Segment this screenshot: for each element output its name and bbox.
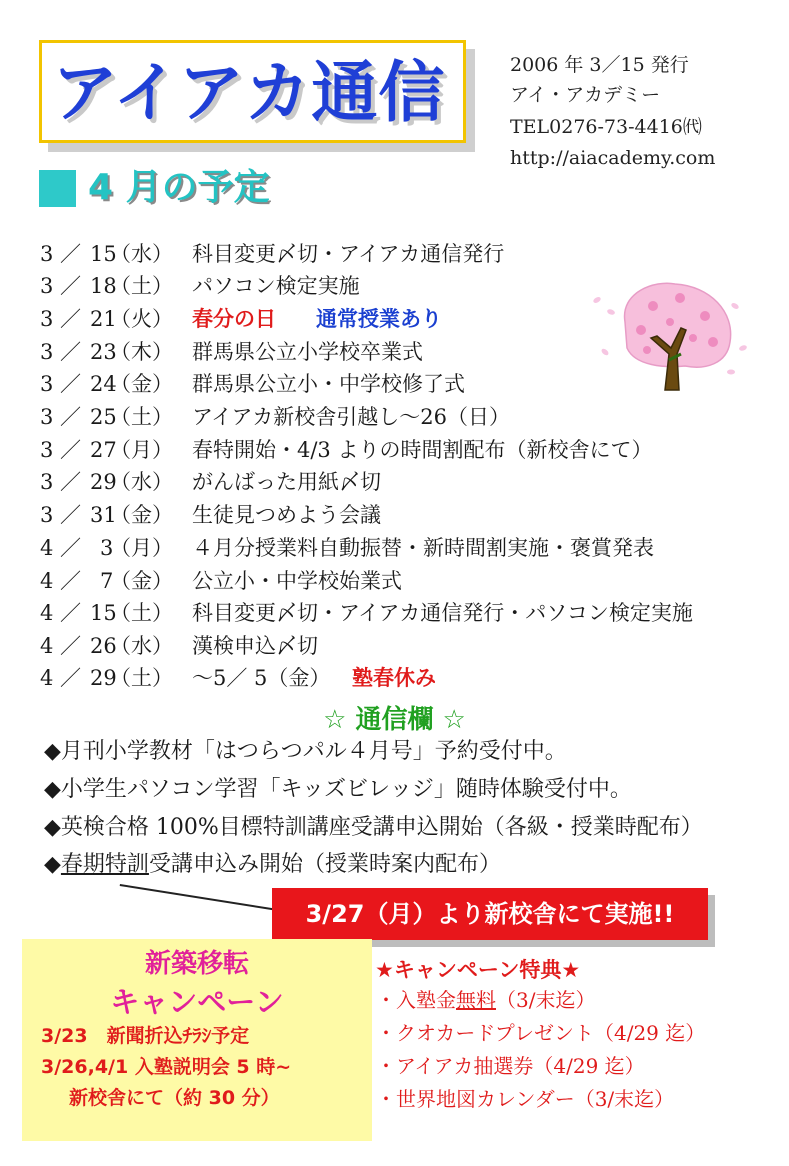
notice-section-title: ☆ 通信欄 ☆ [323, 705, 466, 735]
row-month: 4 [40, 601, 54, 625]
row-weekday: （月） [110, 536, 173, 560]
row-month: 3 [40, 470, 54, 494]
row-day: 21 [90, 307, 117, 331]
row-weekday: （木） [110, 340, 173, 364]
row-event-note: 通常授業あり [316, 307, 442, 331]
row-slash: ／ [60, 601, 81, 625]
telephone: TEL0276-73-4416㈹ [510, 116, 702, 138]
row-slash: ／ [60, 470, 81, 494]
notice-item [44, 847, 501, 883]
benefit-deadline: （3/末迄） [496, 988, 596, 1012]
row-event: ～5／ 5（金） [192, 666, 331, 690]
benefit-item: ・クオカードプレゼント（4/29 迄） [376, 1021, 706, 1045]
row-weekday: （土） [110, 666, 173, 690]
row-slash: ／ [60, 536, 81, 560]
row-day: 15 [90, 601, 117, 625]
row-weekday: （土） [110, 601, 173, 625]
notice-underlined-term: 春期特訓 [60, 852, 149, 877]
row-day: 24 [90, 372, 117, 396]
row-weekday: （月） [110, 438, 173, 462]
row-slash: ／ [60, 307, 81, 331]
row-weekday: （水） [110, 470, 173, 494]
row-weekday: （金） [110, 372, 173, 396]
row-event: ４月分授業料自動振替・新時間割実施・褒賞発表 [192, 536, 654, 560]
row-weekday: （水） [110, 242, 173, 266]
benefit-text: ・入塾金 [376, 988, 456, 1012]
row-event: 群馬県公立小学校卒業式 [192, 340, 423, 364]
row-event: 群馬県公立小・中学校修了式 [192, 372, 465, 396]
row-slash: ／ [60, 405, 81, 429]
row-slash: ／ [60, 438, 81, 462]
row-weekday: （土） [110, 274, 173, 298]
row-month: 3 [40, 438, 54, 462]
row-day: 18 [90, 274, 117, 298]
newsletter-title: アイアカ通信 [52, 54, 446, 131]
row-weekday: （水） [110, 634, 173, 658]
row-event: 公立小・中学校始業式 [192, 569, 402, 593]
benefit-item: ・アイアカ抽選券（4/29 迄） [376, 1054, 645, 1078]
notice-item: ◆月刊小学教材「はつらつパル４月号」予約受付中。 [44, 739, 567, 764]
campaign-location: 新校舎にて（約 30 分） [69, 1087, 280, 1109]
heading-square-icon [39, 170, 76, 207]
row-event: がんばった用紙〆切 [192, 470, 381, 494]
row-month: 3 [40, 405, 54, 429]
pointer-line [120, 884, 278, 911]
move-notice-banner: 3/27（月）より新校舎にて実施!! [272, 888, 708, 940]
row-slash: ／ [60, 242, 81, 266]
row-event: パソコン検定実施 [192, 274, 360, 298]
row-event: アイアカ新校舎引越し～26（日） [192, 405, 510, 429]
issue-date: 2006 年 3／15 発行 [510, 54, 689, 76]
row-day: 29 [90, 470, 117, 494]
row-weekday: （土） [110, 405, 173, 429]
row-event: 科目変更〆切・アイアカ通信発行 [192, 242, 505, 266]
row-slash: ／ [60, 340, 81, 364]
benefit-item: ・世界地図カレンダー（3/末迄） [376, 1087, 675, 1111]
row-month: 3 [40, 503, 54, 527]
benefits-title: ★キャンペーン特典★ [375, 958, 581, 982]
row-slash: ／ [60, 503, 81, 527]
row-day: 25 [90, 405, 117, 429]
row-weekday: （金） [110, 569, 173, 593]
notice-item: ◆英検合格 100%目標特訓講座受講申込開始（各級・授業時配布） [44, 815, 703, 840]
row-month: 4 [40, 569, 54, 593]
row-month: 3 [40, 242, 54, 266]
campaign-flyer-date: 3/23 新聞折込ﾁﾗｼ予定 [41, 1025, 250, 1047]
row-day: 3 [100, 536, 114, 560]
row-slash: ／ [60, 569, 81, 593]
row-day: 23 [90, 340, 117, 364]
cherry-blossom-tree-icon [585, 282, 753, 392]
row-month: 3 [40, 372, 54, 396]
notice-bullet: ◆ [44, 852, 61, 877]
row-event-holiday: 春分の日 [192, 307, 276, 331]
campaign-briefing: 3/26,4/1 入塾説明会 5 時~ [41, 1056, 292, 1078]
row-month: 4 [40, 634, 54, 658]
row-slash: ／ [60, 274, 81, 298]
benefit-item [376, 984, 595, 1017]
row-weekday: （火） [110, 307, 173, 331]
section-heading: 4 月の予定 [88, 167, 270, 208]
row-month: 4 [40, 536, 54, 560]
row-event: 科目変更〆切・アイアカ通信発行・パソコン検定実施 [192, 601, 693, 625]
row-slash: ／ [60, 372, 81, 396]
row-slash: ／ [60, 666, 81, 690]
benefit-underlined: 無料 [456, 988, 496, 1012]
row-day: 7 [100, 569, 114, 593]
row-month: 4 [40, 666, 54, 690]
row-month: 3 [40, 274, 54, 298]
row-slash: ／ [60, 634, 81, 658]
notice-text: 受講申込み開始（授業時案内配布） [148, 852, 501, 877]
notice-item: ◆小学生パソコン学習「キッズビレッジ」随時体験受付中。 [44, 777, 632, 802]
row-day: 29 [90, 666, 117, 690]
row-event: 春特開始・4/3 よりの時間割配布（新校舎にて） [192, 438, 653, 462]
row-day: 31 [90, 503, 117, 527]
row-day: 27 [90, 438, 117, 462]
campaign-heading: 新築移転 [144, 949, 249, 979]
row-event: 漢検申込〆切 [192, 634, 318, 658]
website-link[interactable]: http://aiacademy.com [510, 147, 716, 169]
campaign-subheading: キャンペーン [110, 985, 284, 1019]
campaign-box [22, 939, 372, 1141]
row-event-holiday: 塾春休み [352, 666, 436, 690]
organization-name: アイ・アカデミー [510, 84, 661, 106]
row-event: 生徒見つめよう会議 [192, 503, 381, 527]
row-day: 26 [90, 634, 117, 658]
row-month: 3 [40, 340, 54, 364]
row-weekday: （金） [110, 503, 173, 527]
row-day: 15 [90, 242, 117, 266]
row-month: 3 [40, 307, 54, 331]
